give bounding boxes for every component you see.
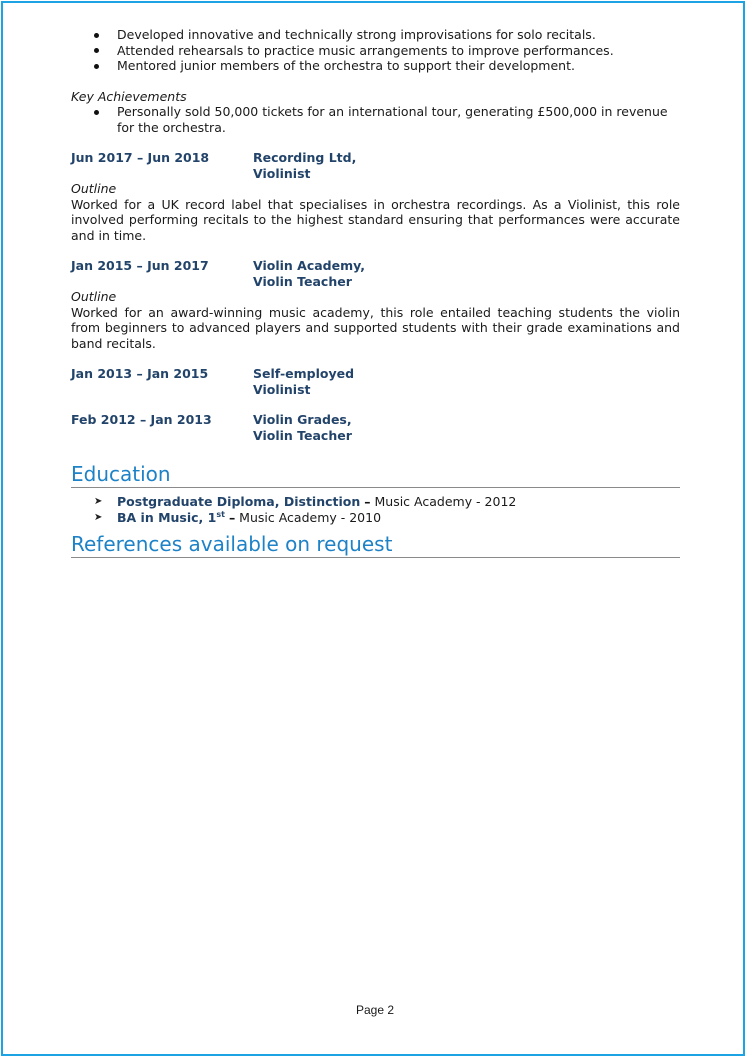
job-role	[253, 150, 356, 181]
job-outline: Worked for a UK record label that specialises in orchestra recordings. As a Violinist, this role involved performing recitals to the highest standard ensuring that performances were accurate and in time.	[71, 196, 680, 243]
arrow-bullet-icon: ➤	[94, 496, 103, 507]
qualification-detail: Music Academy - 2012	[374, 494, 517, 509]
qualification-detail: Music Academy - 2010	[239, 509, 382, 525]
list-item: Mentored junior members of the orchestra to support their development.	[71, 58, 680, 74]
job-employer: Recording Ltd,	[253, 150, 357, 165]
job-dates: Jan 2015 – Jun 2017	[71, 258, 209, 273]
education-heading: Education	[71, 462, 680, 488]
job-header	[71, 150, 680, 181]
list-item: Personally sold 50,000 tickets for an international tour, generating £500,000 in revenue for the orchestra.	[71, 104, 680, 135]
job-header	[71, 412, 680, 443]
qualification-dash: –	[228, 509, 236, 525]
job-header	[71, 366, 680, 397]
job-dates: Jun 2017 – Jun 2018	[71, 150, 210, 165]
achievements-list	[71, 104, 680, 135]
job-employer: Violin Academy,	[253, 258, 366, 273]
education-list	[71, 494, 680, 525]
list-item: Attended rehearsals to practice music arrangements to improve performances.	[71, 43, 680, 59]
qualification-dash: –	[364, 494, 371, 509]
job-title: Violin Teacher	[253, 427, 352, 443]
education-item	[71, 510, 680, 526]
page-number: Page 2	[355, 1003, 395, 1017]
cv-page-content	[71, 27, 680, 558]
job-role	[253, 366, 354, 397]
references-heading: References available on request	[71, 532, 680, 558]
job-title: Violinist	[253, 381, 311, 397]
qualification-title: BA in Music, 1	[117, 509, 217, 525]
job-employer: Violin Grades,	[253, 412, 352, 427]
job-dates: Feb 2012 – Jan 2013	[71, 412, 212, 427]
key-achievements-heading: Key Achievements	[71, 88, 187, 104]
outline-heading: Outline	[71, 289, 117, 304]
job-header	[71, 258, 680, 289]
qualification-superscript: st	[216, 509, 225, 519]
job-dates: Jan 2013 – Jan 2015	[71, 366, 209, 381]
job-title: Violinist	[253, 165, 311, 181]
job-role	[253, 412, 352, 443]
job-outline: Worked for an award-winning music academy, this role entailed teaching students the violin from beginners to advanced players and supported students with their grade examinations and band recitals.	[71, 304, 680, 351]
list-item: Developed innovative and technically strong improvisations for solo recitals.	[71, 27, 680, 43]
outline-heading: Outline	[71, 181, 117, 196]
job-role	[253, 258, 365, 289]
responsibilities-list	[71, 27, 680, 74]
job-title: Violin Teacher	[253, 273, 352, 289]
education-item	[71, 494, 680, 510]
job-employer: Self-employed	[253, 366, 355, 381]
arrow-bullet-icon: ➤	[94, 511, 103, 523]
qualification-title: Postgraduate Diploma, Distinction	[117, 494, 361, 509]
